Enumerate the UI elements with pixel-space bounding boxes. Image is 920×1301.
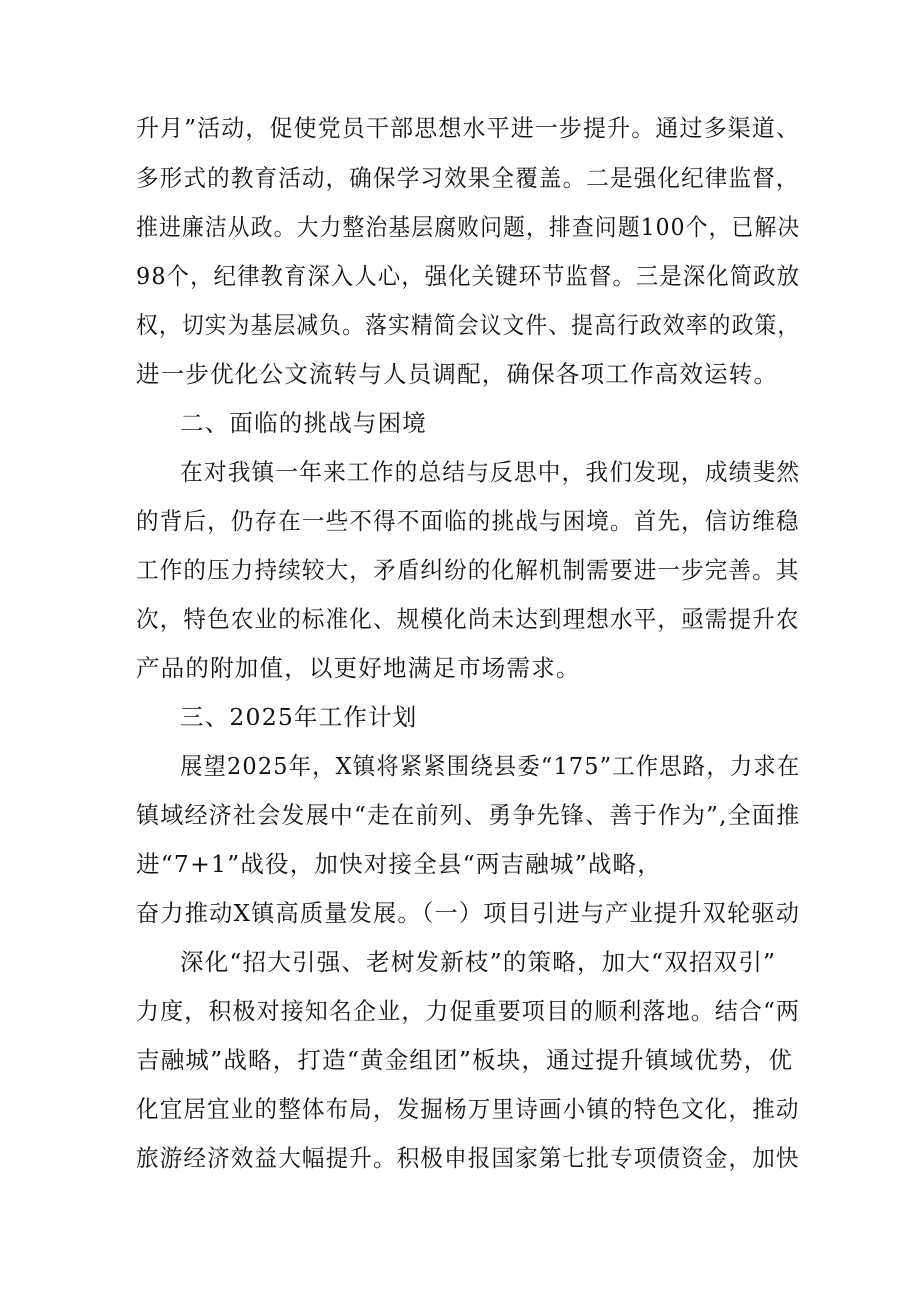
paragraph-line: 进一步优化公文流转与人员调配，确保各项工作高效运转。 bbox=[136, 360, 779, 388]
paragraph-line: 镇域经济社会发展中“走在前列、勇争先锋、善于作为”,全面推 bbox=[136, 801, 801, 829]
paragraph-line: 奋力推动X镇高质量发展。（一）项目引进与产业提升双轮驱动 bbox=[136, 899, 801, 927]
paragraph-line: 吉融城”战略，打造“黄金组团”板块，通过提升镇域优势，优 bbox=[136, 1046, 794, 1074]
paragraph-line: 力度，积极对接知名企业，力促重要项目的顺利落地。结合“两 bbox=[136, 997, 801, 1025]
section-heading-challenges: 二、面临的挑战与困境 bbox=[180, 409, 427, 437]
paragraph-line: 98个，纪律教育深入人心，强化关键环节监督。三是深化简政放 bbox=[136, 262, 801, 290]
paragraph-line: 多形式的教育活动，确保学习效果全覆盖。二是强化纪律监督， bbox=[136, 164, 800, 192]
paragraph-line: 展望2025年，X镇将紧紧围绕县委“175”工作思路，力求在 bbox=[180, 752, 801, 780]
paragraph-line: 产品的附加值，以更好地满足市场需求。 bbox=[136, 654, 581, 682]
paragraph-line: 深化“招大引强、老树发新枝”的策略，加大“双招双引” bbox=[180, 948, 777, 976]
paragraph-line: 的背后，仍存在一些不得不面临的挑战与困境。首先，信访维稳 bbox=[136, 507, 800, 535]
paragraph-line: 旅游经济效益大幅提升。积极申报国家第七批专项债资金，加快 bbox=[136, 1144, 800, 1172]
paragraph-line: 权，切实为基层减负。落实精简会议文件、提高行政效率的政策， bbox=[136, 311, 801, 339]
paragraph-line: 进“7+1”战役，加快对接全县“两吉融城”战略， bbox=[136, 850, 662, 878]
paragraph-line: 在对我镇一年来工作的总结与反思中，我们发现，成绩斐然 bbox=[180, 458, 801, 486]
paragraph-line: 次，特色农业的标准化、规模化尚未达到理想水平，亟需提升农 bbox=[136, 605, 800, 633]
paragraph-line: 推进廉洁从政。大力整治基层腐败问题，排查问题100个，已解决 bbox=[136, 213, 801, 241]
section-heading-plan: 三、2025年工作计划 bbox=[180, 703, 418, 731]
paragraph-line: 化宜居宜业的整体布局，发掘杨万里诗画小镇的特色文化，推动 bbox=[136, 1095, 800, 1123]
paragraph-line: 工作的压力持续较大，矛盾纠纷的化解机制需要进一步完善。其 bbox=[136, 556, 800, 584]
paragraph-line: 升月”活动，促使党员干部思想水平进一步提升。通过多渠道、 bbox=[136, 114, 801, 142]
